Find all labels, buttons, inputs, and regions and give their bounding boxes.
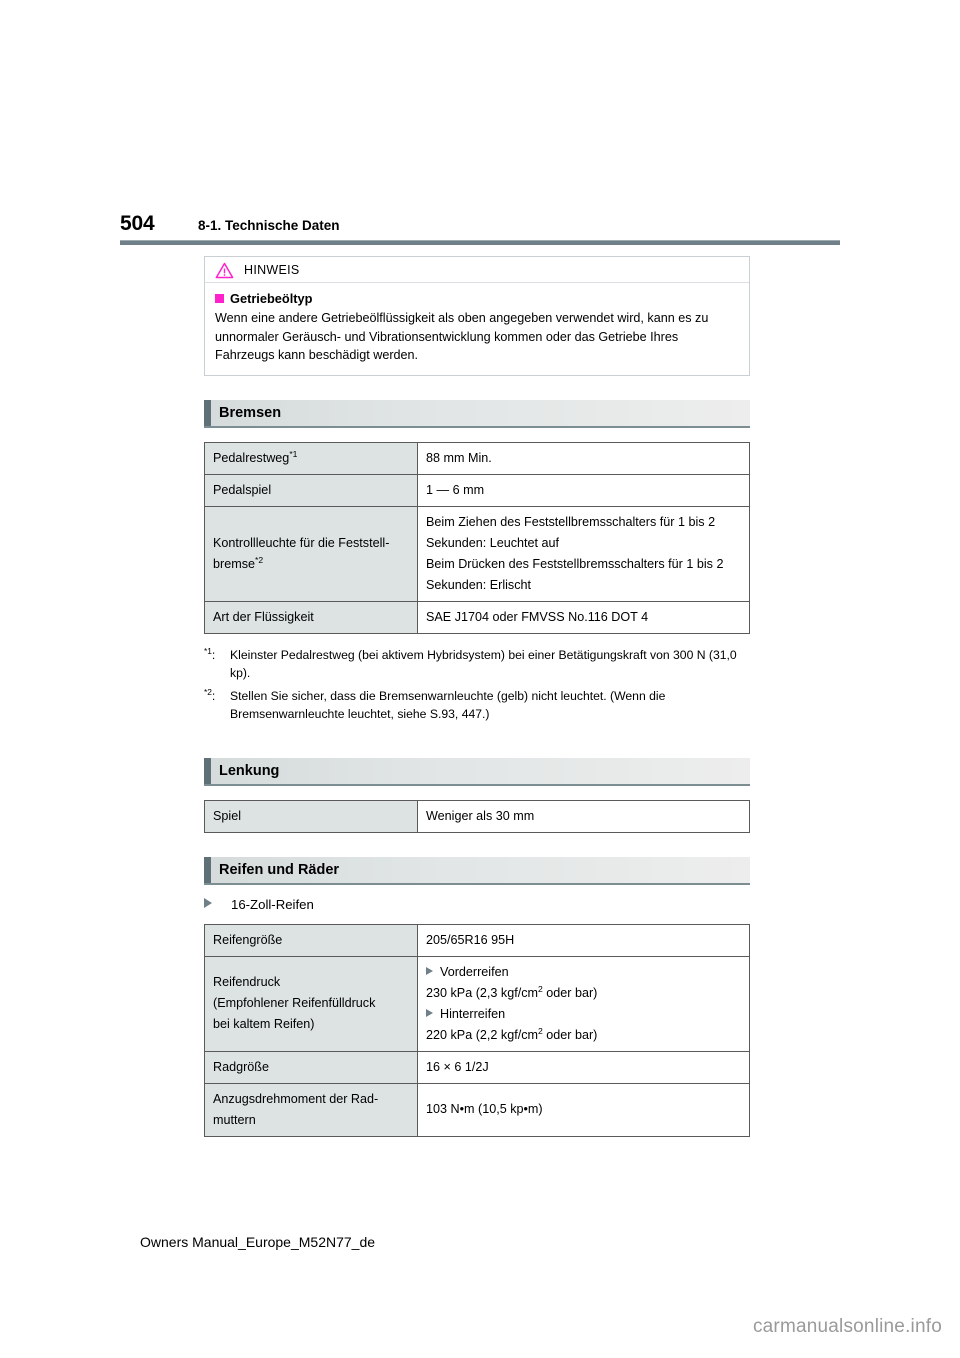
row-label: Radgröße xyxy=(205,1051,418,1083)
row-label-line2 xyxy=(213,555,410,574)
footnote-marker: $^{*2}$: xyxy=(204,686,216,703)
row-label-line3: bei kaltem Reifen) xyxy=(213,1017,315,1031)
spacer xyxy=(204,634,750,646)
footnote-ref: *1 xyxy=(289,448,298,459)
table-row xyxy=(205,924,750,956)
spacer xyxy=(204,428,750,442)
row-label-text: Pedalrestweg xyxy=(213,450,290,465)
row-value: 1 — 6 mm xyxy=(418,474,750,506)
row-label: Spiel xyxy=(205,800,418,832)
section-accent-bar xyxy=(204,400,211,426)
footnote-text: Stellen Sie sicher, dass die Bremsenwarnleuchte (gelb) nicht leuchtet. (Wenn die Bremsenwarnleuchte leuchtet, siehe S.93, 447.) xyxy=(230,688,666,721)
notice-body xyxy=(205,283,749,375)
spacer xyxy=(204,914,750,924)
tire-size-bullet-label: 16-Zoll-Reifen xyxy=(231,896,314,912)
spacer xyxy=(204,376,750,400)
section-title: Bremsen xyxy=(219,404,282,421)
row-value xyxy=(418,506,750,601)
arrow-right-icon xyxy=(426,967,433,975)
table-row xyxy=(205,601,750,633)
row-label xyxy=(205,506,418,601)
tires-spec-table xyxy=(204,924,750,1137)
table-row xyxy=(205,1083,750,1136)
row-label xyxy=(205,956,418,1051)
section-title: Lenkung xyxy=(219,762,280,779)
row-label: Pedalspiel xyxy=(205,474,418,506)
brakes-footnotes xyxy=(204,646,750,724)
section-header-lenkung xyxy=(204,758,750,786)
value-line: Beim Drücken des Feststellbremsschalters für 1 bis 2 xyxy=(426,556,724,571)
row-label-line2-text: bremse xyxy=(213,556,255,571)
header-rule xyxy=(120,240,840,245)
footnote-marker-text: *2 xyxy=(204,686,212,697)
row-value: 88 mm Min. xyxy=(418,442,750,474)
row-label xyxy=(205,442,418,474)
value-line: Sekunden: Erlischt xyxy=(426,577,532,592)
spacer xyxy=(204,728,750,758)
row-label-line2: (Empfohlener Reifenfülldruck xyxy=(213,996,376,1010)
spacer xyxy=(204,885,750,895)
rear-tire-label-row xyxy=(426,1005,742,1024)
rear-tire-value-post: oder bar) xyxy=(542,1027,598,1042)
footnote-text: Kleinster Pedalrestweg (bei aktivem Hybridsystem) bei einer Betätigungskraft von 300 N (31,0 kp). xyxy=(230,647,737,680)
value-line: Sekunden: Leuchtet auf xyxy=(426,535,560,550)
brakes-spec-table xyxy=(204,442,750,634)
row-value: SAE J1704 oder FMVSS No.116 DOT 4 xyxy=(418,601,750,633)
table-row xyxy=(205,800,750,832)
section-accent-bar xyxy=(204,857,211,883)
superscript: 2 xyxy=(538,1025,543,1036)
section-header-reifen xyxy=(204,857,750,885)
row-label-line1: Anzugsdrehmoment der Rad- xyxy=(213,1091,379,1106)
front-tire-value-pre: 230 kPa (2,3 kgf/cm xyxy=(426,985,538,1000)
notice-box xyxy=(204,256,750,376)
row-value: Weniger als 30 mm xyxy=(418,800,750,832)
row-value: 103 N•m (10,5 kp•m) xyxy=(418,1083,750,1136)
row-label xyxy=(205,1083,418,1136)
steering-spec-table xyxy=(204,800,750,833)
notice-subtitle: Getriebeöltyp xyxy=(230,291,313,306)
front-tire-value xyxy=(426,984,742,1003)
footnote-marker: $^{*1}$: xyxy=(204,645,216,662)
front-tire-label: Vorderreifen xyxy=(440,964,509,979)
warning-triangle-icon xyxy=(215,262,234,279)
table-row xyxy=(205,506,750,601)
footnote xyxy=(204,687,750,724)
row-label-line1: Kontrollleuchte für die Feststell- xyxy=(213,535,390,550)
page-content xyxy=(204,256,750,1137)
row-value xyxy=(418,956,750,1051)
spacer xyxy=(204,786,750,800)
table-row xyxy=(205,442,750,474)
table-row xyxy=(205,1051,750,1083)
section-header-bremsen xyxy=(204,400,750,428)
notice-text: Wenn eine andere Getriebeölflüssigkeit als oben angegeben verwendet wird, kann es zu unnormaler Geräusch- und Vibrationsentwicklung kommen oder das Getriebe Ihres Fahrzeugs kann beschädigt werden. xyxy=(215,311,709,362)
section-accent-bar xyxy=(204,758,211,784)
superscript: 2 xyxy=(538,983,543,994)
row-label: Art der Flüssigkeit xyxy=(205,601,418,633)
value-line: Beim Ziehen des Feststellbremsschalters für 1 bis 2 xyxy=(426,514,716,529)
row-value: 205/65R16 95H xyxy=(418,924,750,956)
footnote xyxy=(204,646,750,683)
front-tire-value-post: oder bar) xyxy=(542,985,598,1000)
document-footer: Owners Manual_Europe_M52N77_de xyxy=(140,1234,376,1250)
row-label-line2: muttern xyxy=(213,1112,256,1127)
tire-size-bullet xyxy=(204,895,750,914)
section-title: Reifen und Räder xyxy=(219,861,340,878)
notice-heading: HINWEIS xyxy=(244,263,300,277)
table-row xyxy=(205,474,750,506)
chapter-title: 8-1. Technische Daten xyxy=(198,218,340,233)
spacer xyxy=(204,833,750,857)
row-label-line1: Reifendruck xyxy=(213,975,281,989)
page-number: 504 xyxy=(120,212,155,235)
row-value: 16 × 6 1/2J xyxy=(418,1051,750,1083)
rear-tire-value-pre: 220 kPa (2,2 kgf/cm xyxy=(426,1027,538,1042)
front-tire-label-row xyxy=(426,963,742,982)
table-row xyxy=(205,956,750,1051)
arrow-right-icon xyxy=(426,1009,433,1017)
pink-square-bullet-icon xyxy=(215,294,224,303)
footnote-marker-text: *1 xyxy=(204,645,212,656)
row-label: Reifengröße xyxy=(205,924,418,956)
notice-subtitle-row xyxy=(215,290,737,307)
site-watermark: carmanualsonline.info xyxy=(752,1316,942,1337)
footnote-ref: *2 xyxy=(255,554,264,565)
notice-header xyxy=(205,257,749,283)
rear-tire-value xyxy=(426,1026,742,1045)
arrow-right-icon xyxy=(204,898,220,908)
rear-tire-label: Hinterreifen xyxy=(440,1006,506,1021)
